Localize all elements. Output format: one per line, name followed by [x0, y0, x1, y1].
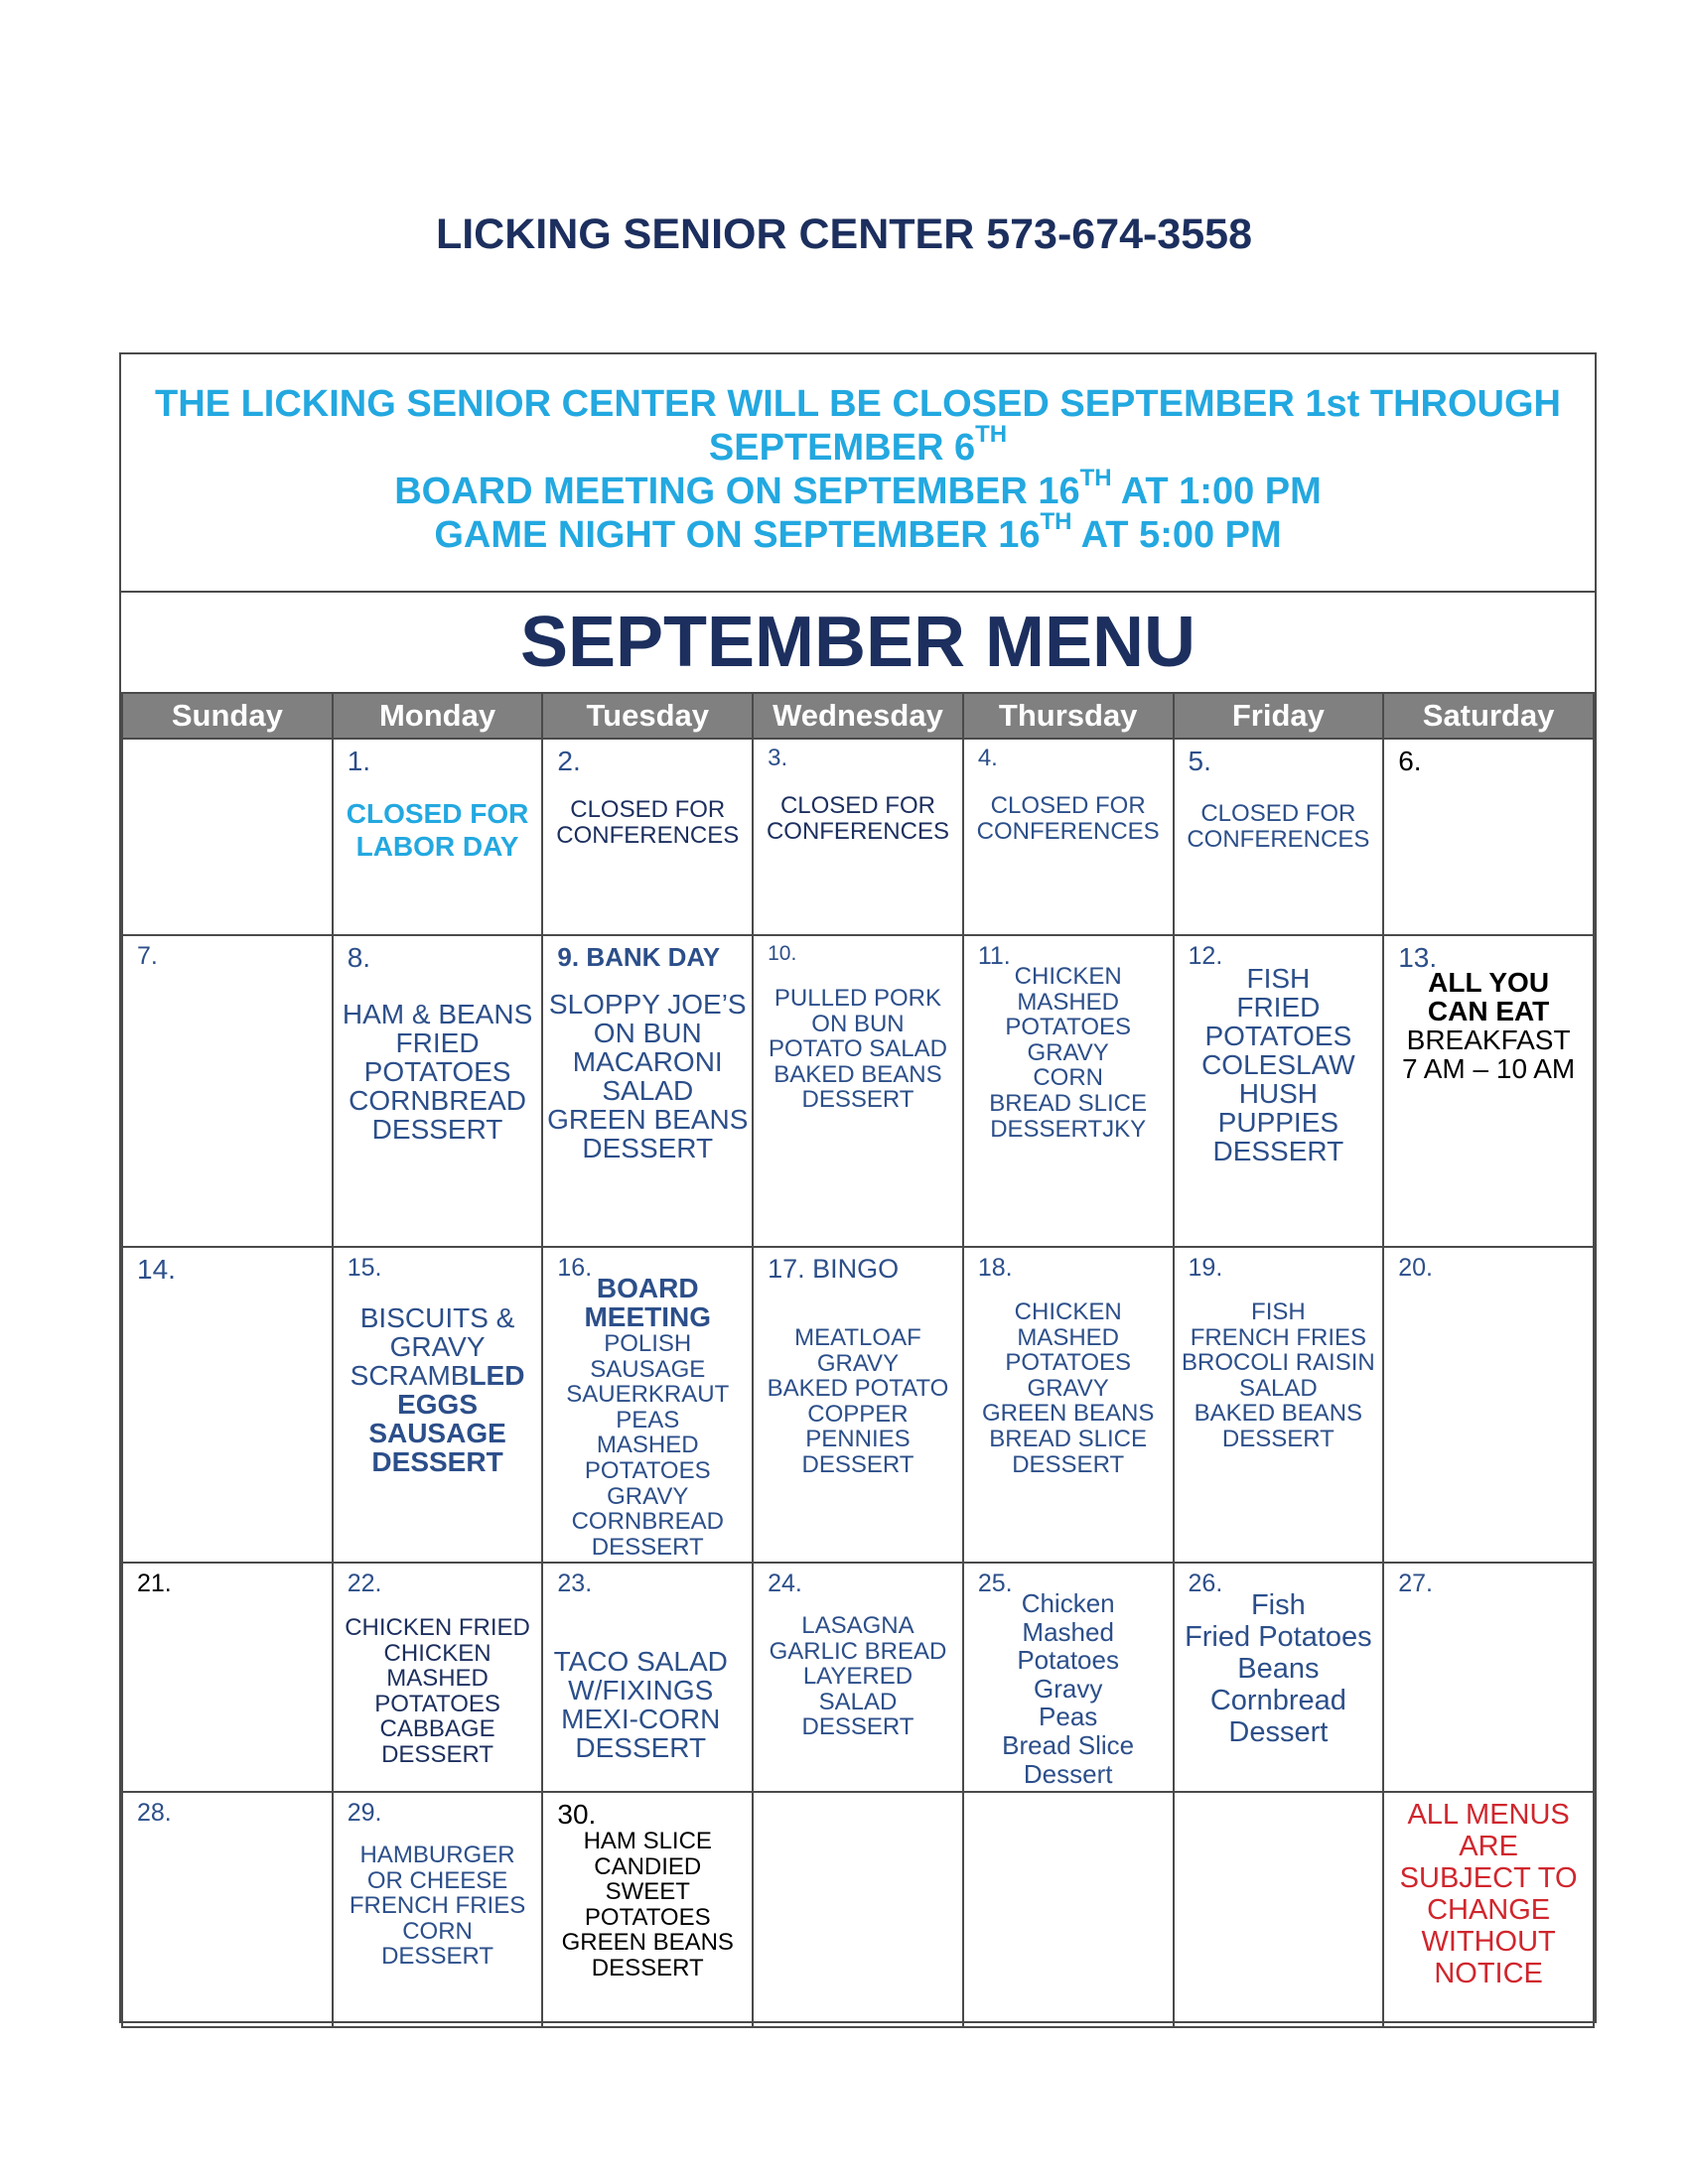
date-number: 4.: [977, 745, 998, 771]
menu-item: CLOSED FOR: [346, 798, 529, 829]
menu-item: ALL YOU: [1428, 967, 1550, 998]
menu-item: CONFERENCES: [556, 821, 740, 849]
menu-items: [964, 1589, 1173, 1788]
menu-items: [1384, 968, 1593, 1083]
menu-item: GREEN BEANS: [547, 1104, 749, 1135]
day-cell: [1383, 1247, 1594, 1563]
notice-line: THE LICKING SENIOR CENTER WILL BE CLOSED SEPTEMBER 1st THROUGH: [155, 383, 1561, 425]
notice-text: AT 1:00 PM: [1111, 471, 1322, 512]
date-number: 11.: [977, 942, 1011, 970]
menu-title: SEPTEMBER MENU: [519, 603, 1196, 682]
weekday-header: [122, 693, 1594, 739]
date-number: 12.: [1188, 942, 1223, 970]
menu-items: [754, 793, 962, 844]
menu-item: ON BUN: [593, 1018, 702, 1048]
day-cell: [333, 739, 543, 935]
menu-item: PULLED PORK: [774, 985, 941, 1012]
menu-item: MEETING: [584, 1301, 712, 1332]
notice-text: BOARD MEETING ON SEPTEMBER 16: [394, 471, 1080, 512]
menu-item: Beans: [1237, 1653, 1320, 1685]
day-cell: [963, 935, 1174, 1247]
menu-item: FRIED: [1236, 992, 1321, 1023]
day-cell: [333, 1563, 543, 1792]
menu-item: CLOSED FOR: [990, 792, 1146, 819]
menu-item: SAUSAGE: [590, 1355, 706, 1383]
menu-item: CLOSED FOR: [779, 792, 935, 819]
menu-calendar: [121, 692, 1595, 2028]
notice-line: [121, 508, 1595, 557]
menu-item: CONFERENCES: [1187, 825, 1370, 853]
day-cell: [333, 1247, 543, 1563]
menu-item: BISCUITS &: [359, 1302, 515, 1333]
menu-item: POTATOES: [363, 1056, 511, 1087]
menu-item: POTATO SALAD: [768, 1035, 947, 1063]
menu-items: [334, 1843, 542, 1970]
menu-items: [543, 1274, 752, 1560]
notice-banner: [121, 354, 1595, 593]
date-number: 15.: [347, 1254, 382, 1282]
menu-item: GREEN BEANS: [981, 1400, 1155, 1428]
menu-item: DESSERT: [801, 1450, 914, 1478]
menu-item: POLISH: [604, 1330, 692, 1357]
day-cell: [1383, 739, 1594, 935]
menu-item: HAM SLICE: [583, 1828, 712, 1854]
menu-item: CAN EAT: [1427, 996, 1550, 1026]
day-cell: [1174, 1563, 1384, 1792]
day-cell: [1174, 935, 1384, 1247]
menu-items: [334, 1000, 542, 1144]
menu-item: MASHED: [596, 1432, 699, 1459]
menu-item: Peas: [1039, 1702, 1098, 1732]
date-number: 30.: [557, 1799, 597, 1830]
menu-item: SAUSAGE: [368, 1418, 506, 1448]
disclaimer: [1384, 1799, 1593, 1989]
menu-item: Mashed: [1022, 1616, 1114, 1647]
notice-line: [121, 421, 1595, 470]
menu-item: BAKED BEANS: [774, 1060, 942, 1088]
day-cell: [753, 1247, 963, 1563]
menu-items: [754, 1613, 962, 1740]
menu-item: Potatoes: [1017, 1645, 1119, 1676]
date-number: 25.: [977, 1570, 1013, 1597]
day-cell: [1383, 1563, 1594, 1792]
menu-item: LASAGNA: [801, 1612, 914, 1639]
menu-item: EGGS: [397, 1389, 479, 1420]
menu-item: BOARD: [596, 1273, 699, 1303]
date-number: 19.: [1188, 1254, 1223, 1282]
menu-items: [334, 1303, 542, 1476]
menu-item: SALAD: [1239, 1374, 1318, 1402]
menu-item: DESSERTJKY: [990, 1115, 1147, 1143]
date-number: 20.: [1398, 1254, 1433, 1282]
day-header: Thursday: [963, 693, 1174, 739]
menu-item: MASHED: [1017, 1323, 1119, 1351]
menu-item: POTATOES: [584, 1456, 711, 1484]
day-cell: [1174, 1247, 1384, 1563]
menu-items: [964, 1299, 1173, 1477]
date-number: 10.: [768, 942, 797, 965]
menu-item: MACARONI: [572, 1046, 723, 1077]
menu-item: DESSERT: [591, 1954, 704, 1981]
menu-item: COLESLAW: [1201, 1049, 1355, 1080]
menu-item: BREAD SLICE: [989, 1089, 1148, 1117]
menu-item: CLOSED FOR: [1200, 800, 1356, 827]
day-cell: [122, 739, 333, 935]
menu-item: Dessert: [1228, 1716, 1329, 1748]
menu-item: HUSH: [1238, 1078, 1319, 1109]
day-cell: [753, 935, 963, 1247]
menu-items: [334, 1615, 542, 1768]
menu-item: POTATOES: [1204, 1021, 1352, 1051]
menu-item: CHICKEN FRIED: [345, 1614, 530, 1641]
menu-items: [543, 797, 752, 848]
menu-item: MASHED: [1017, 988, 1119, 1016]
menu-item: DESSERT: [371, 1446, 503, 1477]
menu-item-part: SCRAMB: [350, 1360, 470, 1391]
day-cell: [1383, 935, 1594, 1247]
day-cell: [963, 1247, 1174, 1563]
menu-item: CHICKEN: [383, 1639, 492, 1667]
menu-item: Dessert: [1023, 1758, 1113, 1789]
menu-item: MEATLOAF: [794, 1324, 921, 1351]
menu-item: GRAVY: [607, 1482, 689, 1510]
menu-item: Bread Slice: [1002, 1729, 1135, 1760]
menu-item: MASHED: [386, 1665, 489, 1693]
day-cell: [963, 1563, 1174, 1792]
menu-item: POTATOES: [1005, 1349, 1132, 1377]
menu-item: LAYERED: [802, 1663, 914, 1691]
calendar-frame: [119, 352, 1597, 2023]
menu-item: LABOR DAY: [355, 831, 519, 862]
day-cell: [122, 1563, 333, 1792]
day-header: Friday: [1174, 693, 1384, 739]
menu-item: MEXI-CORN: [561, 1704, 721, 1734]
menu-item: CORN: [402, 1917, 473, 1945]
day-cell: [753, 739, 963, 935]
menu-item: DESSERT: [582, 1133, 714, 1163]
menu-item: POTATOES: [374, 1690, 500, 1717]
menu-item: Fried Potatoes: [1185, 1621, 1372, 1653]
date-number: 22.: [347, 1570, 382, 1597]
menu-item: CORNBREAD: [571, 1508, 724, 1536]
notice-sup: TH: [1079, 465, 1112, 492]
menu-items: [1175, 964, 1383, 1165]
menu-item: ON BUN: [811, 1010, 905, 1037]
day-cell: [542, 935, 753, 1247]
notice-sup: TH: [975, 421, 1008, 449]
menu-item: SAUERKRAUT: [566, 1381, 730, 1409]
week-row: [122, 1563, 1594, 1792]
date-number: 5.: [1188, 746, 1211, 776]
menu-item: DESSERT: [575, 1732, 707, 1763]
menu-item: BAKED POTATO: [767, 1375, 949, 1403]
date-number: 26.: [1188, 1570, 1223, 1597]
menu-item: CABBAGE: [379, 1715, 495, 1743]
disclaimer-line: SUBJECT TO: [1399, 1862, 1578, 1894]
menu-item: GRAVY: [1027, 1038, 1109, 1066]
menu-items: [754, 1325, 962, 1478]
day-cell: [122, 935, 333, 1247]
menu-item: SALAD: [602, 1075, 694, 1106]
week-row: [122, 1247, 1594, 1563]
page-title: LICKING SENIOR CENTER 573-674-3558: [435, 210, 1253, 258]
menu-items: [543, 990, 752, 1162]
menu-item: Cornbread: [1209, 1685, 1346, 1716]
menu-items: [334, 797, 542, 863]
week-row: [122, 739, 1594, 935]
day-cell: [753, 1792, 963, 2027]
menu-items: [754, 986, 962, 1113]
menu-item: SWEET: [605, 1878, 690, 1906]
notice-sup: TH: [1040, 508, 1072, 536]
menu-item: Fish: [1250, 1589, 1306, 1621]
menu-item: W/FIXINGS: [568, 1675, 714, 1706]
menu-item: DESSERT: [801, 1086, 914, 1114]
date-number: 23.: [557, 1570, 593, 1597]
menu-item: 7 AM – 10 AM: [1401, 1053, 1576, 1084]
day-header: Saturday: [1383, 693, 1594, 739]
menu-item: COPPER: [807, 1400, 909, 1428]
date-number: 27.: [1398, 1570, 1433, 1597]
disclaimer-line: ARE: [1459, 1831, 1518, 1862]
day-header: Sunday: [122, 693, 333, 739]
day-cell: [963, 1792, 1174, 2027]
date-number: 17. BINGO: [768, 1254, 900, 1284]
date-number: 2.: [557, 746, 581, 776]
menu-item: GRAVY: [1027, 1374, 1109, 1402]
menu-items: [543, 1647, 752, 1762]
menu-item: CONFERENCES: [976, 817, 1160, 845]
day-cell: [333, 1792, 543, 2027]
menu-item: CONFERENCES: [766, 817, 949, 845]
menu-item: HAM & BEANS: [342, 999, 533, 1029]
menu-items: [1175, 801, 1383, 852]
menu-item: [334, 1361, 542, 1390]
menu-item: FISH: [1246, 963, 1311, 994]
menu-item: SALAD: [818, 1688, 898, 1715]
date-number: 16.: [557, 1254, 593, 1282]
menu-item: BROCOLI RAISIN: [1182, 1349, 1375, 1377]
date-number: 21.: [137, 1570, 172, 1597]
menu-item: CHICKEN: [1014, 1298, 1122, 1325]
menu-item: OR CHEESE: [366, 1866, 508, 1894]
notice-text: AT 5:00 PM: [1071, 514, 1282, 556]
date-number: 14.: [137, 1254, 176, 1285]
date-number: 8.: [347, 942, 371, 973]
menu-item: CHICKEN: [1014, 963, 1122, 990]
menu-item: POTATOES: [1005, 1014, 1132, 1041]
notice-text: SEPTEMBER 6: [708, 427, 976, 469]
day-cell: [753, 1563, 963, 1792]
menu-item: DESSERT: [801, 1713, 914, 1741]
menu-item: BREAD SLICE: [989, 1425, 1148, 1452]
date-number: 28.: [137, 1799, 172, 1827]
menu-item: DESSERT: [1212, 1136, 1344, 1166]
menu-item: Gravy: [1033, 1673, 1103, 1704]
menu-item: HAMBURGER: [359, 1842, 515, 1868]
menu-item: DESSERT: [371, 1114, 503, 1145]
menu-item: GRAVY: [389, 1331, 486, 1362]
menu-item: DESSERT: [381, 1943, 494, 1971]
date-number: 3.: [768, 745, 788, 771]
day-cell: [542, 1792, 753, 2027]
day-cell: [963, 739, 1174, 935]
menu-item: FRIED: [395, 1027, 480, 1058]
notice-text: GAME NIGHT ON SEPTEMBER 16: [434, 514, 1041, 556]
day-cell: [1383, 1792, 1594, 2027]
menu-item: POTATOES: [584, 1903, 711, 1931]
menu-item: SLOPPY JOE’S: [548, 989, 747, 1020]
menu-item: Chicken: [1021, 1588, 1115, 1618]
menu-item: FISH: [1251, 1298, 1306, 1325]
menu-item: GARLIC BREAD: [769, 1637, 947, 1665]
menu-item: DESSERT: [1012, 1450, 1125, 1478]
day-cell: [122, 1792, 333, 2027]
menu-item: FRENCH FRIES: [1190, 1323, 1367, 1351]
menu-item: CLOSED FOR: [570, 796, 726, 823]
menu-item: PENNIES: [805, 1426, 911, 1453]
menu-items: [1175, 1299, 1383, 1452]
disclaimer-line: NOTICE: [1434, 1958, 1543, 1989]
menu-item: FRENCH FRIES: [349, 1892, 526, 1920]
menu-item: PUPPIES: [1217, 1107, 1339, 1138]
menu-item: BAKED BEANS: [1194, 1400, 1363, 1428]
date-number: 13.: [1398, 942, 1438, 973]
day-cell: [1174, 1792, 1384, 2027]
date-number: 9. BANK DAY: [557, 942, 721, 972]
menu-item: BREAKFAST: [1406, 1024, 1571, 1055]
menu-item: TACO SALAD: [553, 1646, 728, 1677]
notice-line: [121, 465, 1595, 513]
menu-items: [964, 964, 1173, 1142]
menu-item: CANDIED: [594, 1852, 702, 1880]
day-header: Monday: [333, 693, 543, 739]
day-header: Tuesday: [542, 693, 753, 739]
menu-item: DESSERT: [591, 1533, 704, 1561]
menu-item: GREEN BEANS: [561, 1929, 734, 1957]
day-cell: [542, 1247, 753, 1563]
day-cell: [122, 1247, 333, 1563]
disclaimer-line: CHANGE: [1427, 1894, 1551, 1926]
disclaimer-line: WITHOUT: [1421, 1926, 1556, 1958]
menu-item: CORNBREAD: [349, 1085, 527, 1116]
menu-item: PEAS: [616, 1406, 680, 1433]
date-number: 1.: [347, 746, 371, 776]
menu-item: DESSERT: [381, 1740, 494, 1768]
date-number: 18.: [977, 1254, 1013, 1282]
menu-item: CORN: [1033, 1064, 1103, 1092]
menu-item-part: LED: [469, 1360, 525, 1391]
day-header: Wednesday: [753, 693, 963, 739]
disclaimer-line: ALL MENUS: [1407, 1799, 1570, 1831]
week-row: [122, 935, 1594, 1247]
date-number: 29.: [347, 1799, 382, 1827]
menu-items: [964, 793, 1173, 844]
menu-items: [543, 1829, 752, 1981]
day-cell: [1174, 739, 1384, 935]
menu-items: [1175, 1589, 1383, 1748]
week-row: [122, 1792, 1594, 2027]
menu-item: GRAVY: [816, 1349, 900, 1377]
date-number: 24.: [768, 1570, 802, 1597]
date-number: 6.: [1398, 746, 1422, 776]
date-number: 7.: [137, 942, 158, 970]
day-cell: [542, 1563, 753, 1792]
menu-item: DESSERT: [1221, 1425, 1335, 1452]
day-cell: [542, 739, 753, 935]
day-cell: [333, 935, 543, 1247]
